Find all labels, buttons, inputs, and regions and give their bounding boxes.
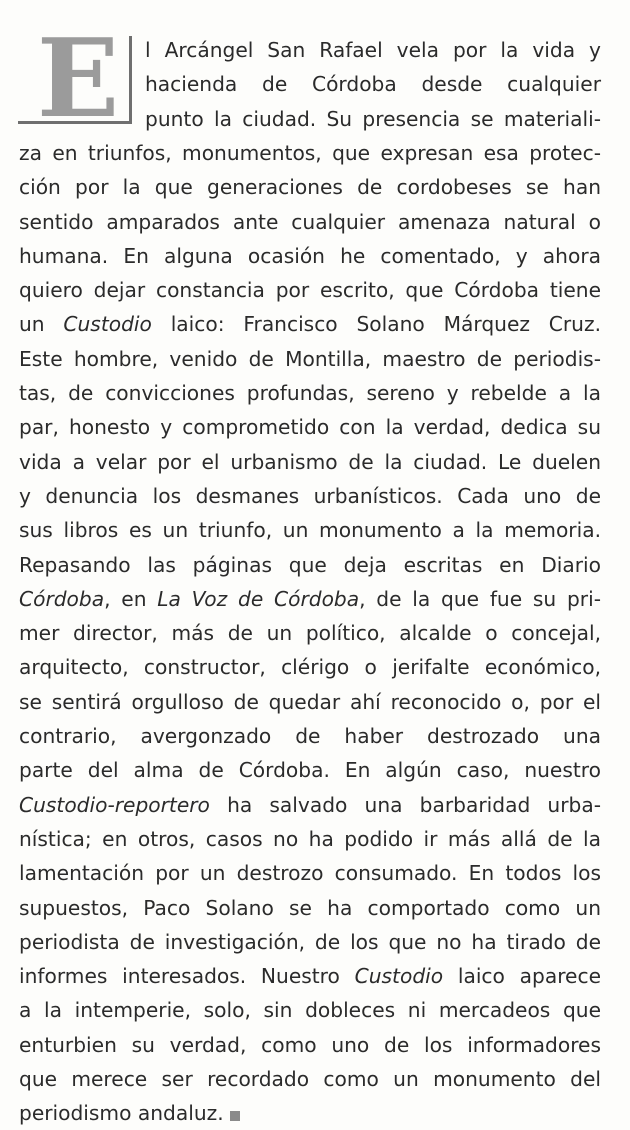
text-segment: mer director, más de un político, alcalde o concejal, — [19, 621, 601, 646]
text-line — [19, 856, 601, 890]
text-segment: Este hombre, venido de Montilla, maestro de periodis- — [19, 346, 601, 371]
text-segment: sus libros es un triunfo, un monumento a la memoria. — [19, 518, 601, 543]
text-line — [19, 582, 601, 616]
text-segment: za en triunfos, monumentos, que expresan esa protec- — [19, 140, 601, 165]
text-line — [19, 273, 601, 307]
text-line — [19, 788, 601, 822]
text-segment: tas, de convicciones profundas, sereno y rebelde a la — [19, 381, 601, 405]
italic-text: Custodio — [354, 964, 444, 989]
text-segment: se sentirá orgulloso de quedar ahí reconocido o, por el — [19, 689, 601, 714]
text-line — [19, 925, 601, 959]
text-segment: y denuncia los desmanes urbanísticos. Cada uno de — [19, 483, 601, 508]
text-line — [19, 1096, 601, 1130]
text-line — [19, 513, 601, 547]
text-line — [19, 307, 601, 341]
text-segment: enturbien su verdad, como uno de los informadores — [19, 1032, 601, 1057]
text-line — [19, 1028, 601, 1062]
text-segment: ción por la que generaciones de cordobeses se han — [19, 175, 601, 200]
text-line — [19, 445, 601, 479]
text-line — [19, 891, 601, 925]
drop-cap-box — [18, 16, 132, 142]
drop-cap-letter: E — [36, 16, 118, 142]
text-segment: sentido amparados ante cualquier amenaza natural o — [19, 209, 601, 234]
text-segment: laico aparece — [443, 964, 601, 989]
text-line — [145, 67, 601, 101]
text-line — [19, 170, 601, 204]
text-segment: hacienda de Córdoba desde cualquier — [145, 72, 601, 97]
text-line — [19, 993, 601, 1027]
italic-text: Córdoba — [19, 586, 105, 611]
text-segment: vida a velar por el urbanismo de la ciudad. Le duelen — [19, 449, 601, 474]
text-line — [19, 719, 601, 753]
italic-text: Custodio-reportero — [19, 792, 210, 817]
text-segment: lamentación por un destrozo consumado. En todos los — [19, 861, 601, 886]
text-line — [19, 136, 601, 170]
text-segment: supuestos, Paco Solano se ha comportado como un — [19, 895, 601, 920]
text-line — [19, 205, 601, 239]
end-of-article-square-icon — [230, 1111, 240, 1121]
text-line — [19, 479, 601, 513]
text-segment: que merece ser recordado como un monumento del — [19, 1067, 601, 1091]
text-segment: nística; en otros, casos no ha podido ir más allá de la — [19, 826, 601, 851]
italic-text: La Voz de Córdoba — [157, 586, 360, 611]
text-segment: periodista de investigación, de los que no ha tirado de — [19, 929, 601, 954]
text-line — [19, 1062, 601, 1096]
text-line — [19, 650, 601, 684]
text-line — [19, 376, 601, 410]
text-segment: arquitecto, constructor, clérigo o jerifalte económico, — [19, 655, 601, 680]
text-segment: laico: Francisco Solano Márquez Cruz. — [151, 312, 601, 337]
text-segment: quiero dejar constancia por escrito, que Córdoba tiene — [19, 278, 601, 303]
text-line — [19, 959, 601, 993]
text-segment: contrario, avergonzado de haber destrozado una — [19, 724, 601, 748]
text-segment: , en — [104, 586, 158, 611]
text-line — [19, 822, 601, 856]
text-line — [145, 102, 601, 136]
text-segment: periodismo andaluz. — [19, 1101, 224, 1126]
text-segment: punto la ciudad. Su presencia se materiali- — [145, 106, 601, 131]
text-segment: un — [19, 312, 64, 337]
text-line — [19, 753, 601, 787]
text-segment: l Arcángel San Rafael vela por la vida y — [145, 38, 601, 62]
text-line — [19, 410, 601, 444]
text-line — [19, 239, 601, 273]
text-segment: , de la que fue su pri- — [359, 586, 602, 611]
text-segment: humana. En alguna ocasión he comentado, y ahora — [19, 243, 601, 268]
text-segment: a la intemperie, solo, sin dobleces ni mercadeos que — [19, 998, 601, 1023]
text-segment: parte del alma de Córdoba. En algún caso, nuestro — [19, 758, 601, 783]
text-line — [19, 548, 601, 582]
text-segment: par, honesto y comprometido con la verdad, dedica su — [19, 415, 601, 440]
text-segment: informes interesados. Nuestro — [19, 964, 355, 989]
text-segment: ha salvado una barbaridad urba- — [209, 792, 601, 817]
text-segment: Repasando las páginas que deja escritas en Diario — [19, 552, 601, 577]
text-line — [19, 616, 601, 650]
text-line — [19, 342, 601, 376]
text-line — [145, 33, 601, 67]
text-line — [19, 685, 601, 719]
italic-text: Custodio — [63, 312, 152, 337]
